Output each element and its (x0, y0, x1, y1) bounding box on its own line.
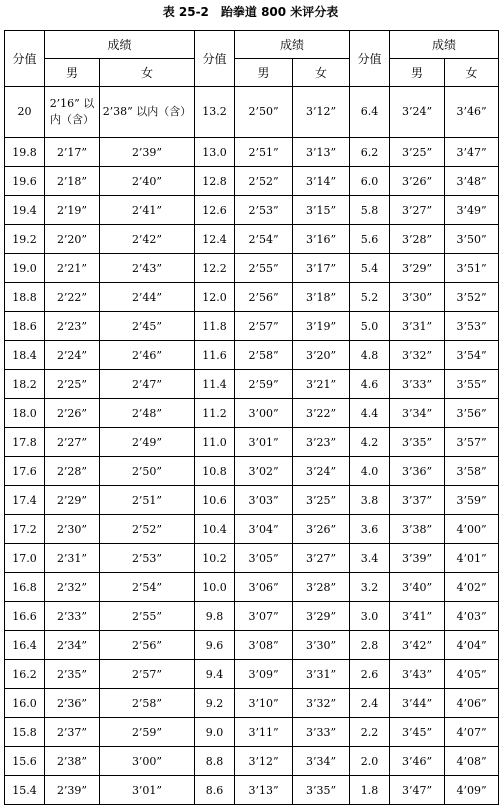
male-time-cell: 3’07” (235, 602, 293, 631)
score-cell: 4.2 (350, 428, 390, 457)
male-time-cell: 2’57” (235, 312, 293, 341)
female-time-cell: 2’49” (100, 428, 195, 457)
female-time-cell: 3’29” (293, 602, 350, 631)
female-time-cell: 3’27” (293, 544, 350, 573)
score-cell: 8.6 (195, 776, 235, 805)
female-time-cell: 2’39” (100, 138, 195, 167)
score-cell: 11.6 (195, 341, 235, 370)
male-time-cell: 3’29” (390, 254, 445, 283)
female-time-cell: 3’00” (100, 747, 195, 776)
female-time-cell: 3’14” (293, 167, 350, 196)
female-time-cell: 2’56” (100, 631, 195, 660)
table-row (5, 515, 499, 544)
female-time-cell: 3’53” (445, 312, 499, 341)
male-time-cell: 3’01” (235, 428, 293, 457)
table-row (5, 747, 499, 776)
female-time-cell: 2’55” (100, 602, 195, 631)
male-time-cell: 3’24” (390, 87, 445, 138)
score-cell: 2.6 (350, 660, 390, 689)
female-time-cell: 2’42” (100, 225, 195, 254)
male-time-cell: 3’38” (390, 515, 445, 544)
female-time-cell: 2’52” (100, 515, 195, 544)
score-cell: 12.8 (195, 167, 235, 196)
male-time-cell: 3’45” (390, 718, 445, 747)
score-cell: 12.0 (195, 283, 235, 312)
female-time-cell: 3’59” (445, 486, 499, 515)
male-time-cell: 2’29” (45, 486, 100, 515)
female-time-cell: 2’57” (100, 660, 195, 689)
header-row (5, 31, 499, 59)
male-time-cell: 2’25” (45, 370, 100, 399)
score-cell: 19.2 (5, 225, 45, 254)
table-row (5, 689, 499, 718)
male-time-cell: 2’50” (235, 87, 293, 138)
female-time-cell: 2’53” (100, 544, 195, 573)
score-cell: 16.8 (5, 573, 45, 602)
table-row (5, 457, 499, 486)
male-time-cell: 3’37” (390, 486, 445, 515)
table-row (5, 544, 499, 573)
female-time-cell: 3’28” (293, 573, 350, 602)
female-time-cell: 3’13” (293, 138, 350, 167)
male-time-cell: 3’32” (390, 341, 445, 370)
score-cell: 2.0 (350, 747, 390, 776)
table-row (5, 370, 499, 399)
score-cell: 3.2 (350, 573, 390, 602)
female-time-cell: 3’23” (293, 428, 350, 457)
male-time-cell: 3’13” (235, 776, 293, 805)
female-time-cell: 3’31” (293, 660, 350, 689)
score-cell: 17.0 (5, 544, 45, 573)
table-row (5, 602, 499, 631)
score-cell: 13.2 (195, 87, 235, 138)
female-time-cell: 3’33” (293, 718, 350, 747)
male-time-cell: 3’42” (390, 631, 445, 660)
score-cell: 19.4 (5, 196, 45, 225)
female-time-cell: 3’30” (293, 631, 350, 660)
score-cell: 11.8 (195, 312, 235, 341)
female-time-cell: 3’34” (293, 747, 350, 776)
male-time-cell: 3’05” (235, 544, 293, 573)
female-time-cell: 4’00” (445, 515, 499, 544)
score-cell: 2.4 (350, 689, 390, 718)
score-cell: 2.2 (350, 718, 390, 747)
male-time-cell: 2’55” (235, 254, 293, 283)
male-time-cell: 2’23” (45, 312, 100, 341)
score-cell: 17.8 (5, 428, 45, 457)
score-cell: 10.2 (195, 544, 235, 573)
female-time-cell: 3’46” (445, 87, 499, 138)
subheader-row (5, 59, 499, 87)
score-cell: 18.6 (5, 312, 45, 341)
male-time-cell: 3’46” (390, 747, 445, 776)
male-time-cell: 2’28” (45, 457, 100, 486)
female-time-cell: 2’51” (100, 486, 195, 515)
female-time-cell: 3’50” (445, 225, 499, 254)
female-time-cell: 3’25” (293, 486, 350, 515)
result-header: 成绩 (390, 31, 499, 59)
male-time-cell: 2’30” (45, 515, 100, 544)
table-title: 表 25-2 跆拳道 800 米评分表 (162, 5, 339, 19)
score-cell: 5.0 (350, 312, 390, 341)
female-time-cell: 2’41” (100, 196, 195, 225)
score-cell: 11.0 (195, 428, 235, 457)
female-time-cell: 4’04” (445, 631, 499, 660)
score-cell: 16.6 (5, 602, 45, 631)
female-time-cell: 3’01” (100, 776, 195, 805)
male-time-cell: 2’22” (45, 283, 100, 312)
female-time-cell: 4’08” (445, 747, 499, 776)
score-cell: 3.8 (350, 486, 390, 515)
female-header: 女 (445, 59, 499, 87)
result-header: 成绩 (45, 31, 195, 59)
female-time-cell: 3’15” (293, 196, 350, 225)
score-cell: 18.8 (5, 283, 45, 312)
score-cell: 1.8 (350, 776, 390, 805)
score-cell: 3.4 (350, 544, 390, 573)
score-cell: 17.6 (5, 457, 45, 486)
female-time-cell: 2’40” (100, 167, 195, 196)
score-cell: 18.2 (5, 370, 45, 399)
score-cell: 16.2 (5, 660, 45, 689)
table-row (5, 167, 499, 196)
male-time-cell: 3’08” (235, 631, 293, 660)
score-cell: 9.0 (195, 718, 235, 747)
male-time-cell: 2’18” (45, 167, 100, 196)
male-time-cell: 2’58” (235, 341, 293, 370)
score-header: 分值 (350, 31, 390, 87)
male-time-cell: 3’41” (390, 602, 445, 631)
male-time-cell: 3’06” (235, 573, 293, 602)
female-time-cell: 2’45” (100, 312, 195, 341)
female-time-cell: 3’56” (445, 399, 499, 428)
score-table (4, 30, 499, 805)
male-header: 男 (235, 59, 293, 87)
female-time-cell: 3’12” (293, 87, 350, 138)
score-cell: 15.6 (5, 747, 45, 776)
female-time-cell: 3’49” (445, 196, 499, 225)
female-time-cell: 2’50” (100, 457, 195, 486)
female-time-cell: 3’21” (293, 370, 350, 399)
male-time-cell: 3’35” (390, 428, 445, 457)
score-cell: 3.0 (350, 602, 390, 631)
table-row (5, 660, 499, 689)
score-cell: 5.2 (350, 283, 390, 312)
male-time-cell: 3’12” (235, 747, 293, 776)
female-time-cell: 3’32” (293, 689, 350, 718)
female-time-cell: 3’19” (293, 312, 350, 341)
female-time-cell: 2’38” 以内（含） (100, 87, 195, 138)
result-header: 成绩 (235, 31, 350, 59)
male-time-cell: 3’04” (235, 515, 293, 544)
score-cell: 6.0 (350, 167, 390, 196)
male-time-cell: 3’30” (390, 283, 445, 312)
male-time-cell: 2’56” (235, 283, 293, 312)
male-time-cell: 2’33” (45, 602, 100, 631)
score-cell: 10.4 (195, 515, 235, 544)
male-time-cell: 2’27” (45, 428, 100, 457)
female-time-cell: 2’44” (100, 283, 195, 312)
score-cell: 12.4 (195, 225, 235, 254)
male-time-cell: 2’53” (235, 196, 293, 225)
score-header: 分值 (5, 31, 45, 87)
score-cell: 10.0 (195, 573, 235, 602)
female-time-cell: 3’52” (445, 283, 499, 312)
male-time-cell: 3’33” (390, 370, 445, 399)
male-time-cell: 2’34” (45, 631, 100, 660)
male-time-cell: 2’52” (235, 167, 293, 196)
female-time-cell: 4’01” (445, 544, 499, 573)
female-time-cell: 2’54” (100, 573, 195, 602)
score-cell: 15.8 (5, 718, 45, 747)
female-time-cell: 3’58” (445, 457, 499, 486)
female-time-cell: 3’18” (293, 283, 350, 312)
table-row (5, 718, 499, 747)
male-time-cell: 3’27” (390, 196, 445, 225)
score-cell: 18.0 (5, 399, 45, 428)
male-time-cell: 2’24” (45, 341, 100, 370)
score-cell: 12.6 (195, 196, 235, 225)
score-cell: 19.8 (5, 138, 45, 167)
table-row (5, 631, 499, 660)
male-time-cell: 3’43” (390, 660, 445, 689)
score-cell: 4.8 (350, 341, 390, 370)
male-time-cell: 2’38” (45, 747, 100, 776)
female-time-cell: 2’47” (100, 370, 195, 399)
male-time-cell: 3’40” (390, 573, 445, 602)
score-cell: 4.4 (350, 399, 390, 428)
score-cell: 8.8 (195, 747, 235, 776)
score-cell: 5.4 (350, 254, 390, 283)
male-time-cell: 2’39” (45, 776, 100, 805)
table-row (5, 138, 499, 167)
female-time-cell: 2’46” (100, 341, 195, 370)
male-time-cell: 3’36” (390, 457, 445, 486)
male-time-cell: 2’16” 以内（含） (45, 87, 100, 138)
female-time-cell: 3’24” (293, 457, 350, 486)
female-time-cell: 3’22” (293, 399, 350, 428)
male-time-cell: 2’37” (45, 718, 100, 747)
score-cell: 16.0 (5, 689, 45, 718)
female-time-cell: 3’51” (445, 254, 499, 283)
male-time-cell: 3’34” (390, 399, 445, 428)
male-time-cell: 3’44” (390, 689, 445, 718)
male-time-cell: 3’00” (235, 399, 293, 428)
table-row (5, 573, 499, 602)
male-time-cell: 3’02” (235, 457, 293, 486)
female-time-cell: 2’58” (100, 689, 195, 718)
male-time-cell: 2’19” (45, 196, 100, 225)
male-time-cell: 2’36” (45, 689, 100, 718)
male-time-cell: 2’17” (45, 138, 100, 167)
table-row (5, 486, 499, 515)
male-time-cell: 3’28” (390, 225, 445, 254)
male-time-cell: 2’31” (45, 544, 100, 573)
female-time-cell: 3’55” (445, 370, 499, 399)
female-time-cell: 3’57” (445, 428, 499, 457)
male-time-cell: 2’21” (45, 254, 100, 283)
female-time-cell: 3’47” (445, 138, 499, 167)
male-time-cell: 2’35” (45, 660, 100, 689)
male-time-cell: 3’10” (235, 689, 293, 718)
table-body (5, 87, 499, 805)
female-time-cell: 4’05” (445, 660, 499, 689)
score-cell: 5.6 (350, 225, 390, 254)
table-row (5, 196, 499, 225)
score-cell: 9.4 (195, 660, 235, 689)
score-cell: 9.8 (195, 602, 235, 631)
score-cell: 17.2 (5, 515, 45, 544)
score-cell: 19.0 (5, 254, 45, 283)
male-time-cell: 3’09” (235, 660, 293, 689)
score-cell: 9.6 (195, 631, 235, 660)
male-time-cell: 2’32” (45, 573, 100, 602)
score-cell: 6.2 (350, 138, 390, 167)
score-cell: 10.8 (195, 457, 235, 486)
male-time-cell: 3’03” (235, 486, 293, 515)
female-time-cell: 3’54” (445, 341, 499, 370)
female-time-cell: 3’26” (293, 515, 350, 544)
male-header: 男 (45, 59, 100, 87)
table-row (5, 283, 499, 312)
score-cell: 15.4 (5, 776, 45, 805)
female-time-cell: 2’48” (100, 399, 195, 428)
score-cell: 20 (5, 87, 45, 138)
female-time-cell: 4’02” (445, 573, 499, 602)
male-time-cell: 2’26” (45, 399, 100, 428)
table-row (5, 428, 499, 457)
female-time-cell: 4’07” (445, 718, 499, 747)
score-cell: 9.2 (195, 689, 235, 718)
table-row (5, 87, 499, 138)
table-row (5, 312, 499, 341)
female-time-cell: 2’59” (100, 718, 195, 747)
female-time-cell: 3’35” (293, 776, 350, 805)
score-cell: 4.6 (350, 370, 390, 399)
score-cell: 19.6 (5, 167, 45, 196)
score-cell: 11.2 (195, 399, 235, 428)
score-cell: 5.8 (350, 196, 390, 225)
score-cell: 18.4 (5, 341, 45, 370)
score-cell: 17.4 (5, 486, 45, 515)
score-cell: 11.4 (195, 370, 235, 399)
female-time-cell: 3’20” (293, 341, 350, 370)
table-row (5, 225, 499, 254)
female-time-cell: 2’43” (100, 254, 195, 283)
female-time-cell: 4’09” (445, 776, 499, 805)
score-cell: 4.0 (350, 457, 390, 486)
female-time-cell: 3’48” (445, 167, 499, 196)
male-time-cell: 2’20” (45, 225, 100, 254)
table-row (5, 341, 499, 370)
score-cell: 6.4 (350, 87, 390, 138)
score-header: 分值 (195, 31, 235, 87)
score-cell: 12.2 (195, 254, 235, 283)
table-row (5, 399, 499, 428)
female-header: 女 (100, 59, 195, 87)
male-time-cell: 2’54” (235, 225, 293, 254)
table-row (5, 776, 499, 805)
male-time-cell: 3’31” (390, 312, 445, 341)
female-time-cell: 4’03” (445, 602, 499, 631)
table-row (5, 254, 499, 283)
male-time-cell: 3’26” (390, 167, 445, 196)
male-time-cell: 3’47” (390, 776, 445, 805)
score-cell: 3.6 (350, 515, 390, 544)
male-time-cell: 3’25” (390, 138, 445, 167)
score-cell: 16.4 (5, 631, 45, 660)
female-header: 女 (293, 59, 350, 87)
male-time-cell: 2’51” (235, 138, 293, 167)
male-time-cell: 3’11” (235, 718, 293, 747)
score-cell: 10.6 (195, 486, 235, 515)
female-time-cell: 3’17” (293, 254, 350, 283)
female-time-cell: 4’06” (445, 689, 499, 718)
male-time-cell: 3’39” (390, 544, 445, 573)
score-cell: 2.8 (350, 631, 390, 660)
male-header: 男 (390, 59, 445, 87)
female-time-cell: 3’16” (293, 225, 350, 254)
male-time-cell: 2’59” (235, 370, 293, 399)
score-cell: 13.0 (195, 138, 235, 167)
